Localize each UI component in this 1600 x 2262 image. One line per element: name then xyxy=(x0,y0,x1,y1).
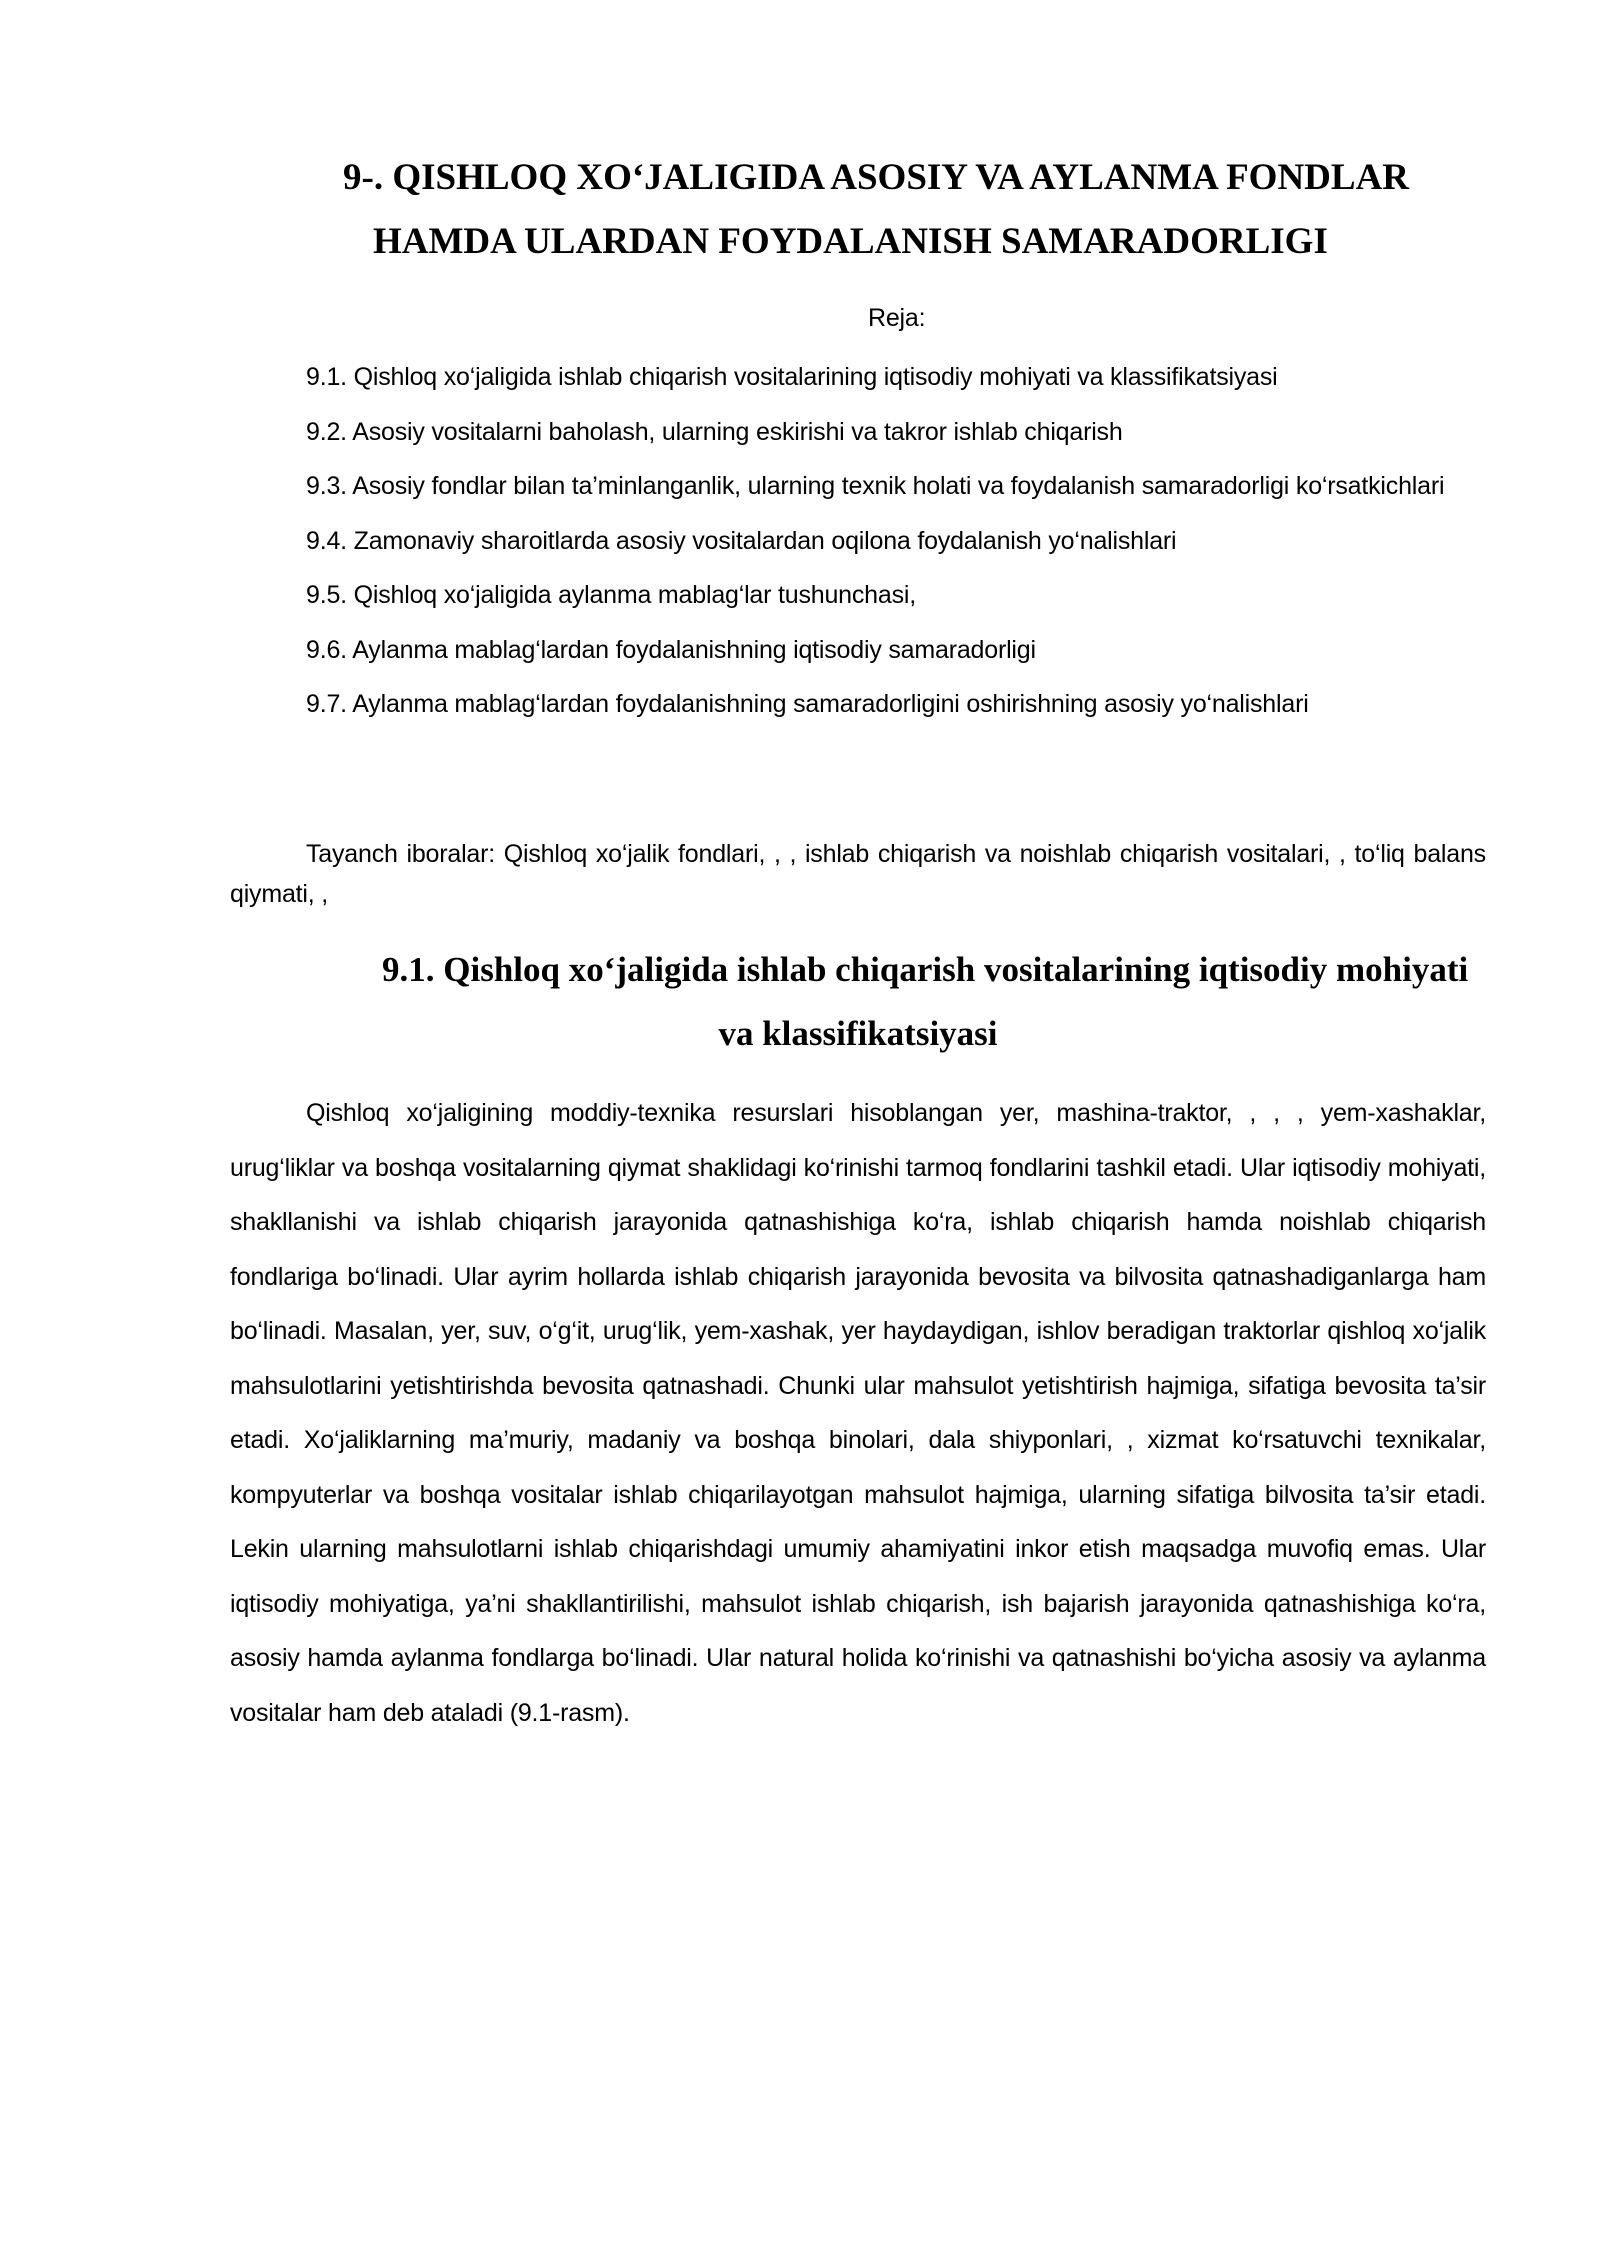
section-title xyxy=(230,938,1486,1066)
chapter-title xyxy=(230,146,1486,274)
plan-list xyxy=(230,350,1486,732)
chapter-title-line2: HAMDA ULARDAN FOYDALANISH SAMARADORLIGI xyxy=(373,221,1328,262)
plan-item: 9.5. Qishloq xo‘jaligida aylanma mablag‘lar tushunchasi, xyxy=(306,581,916,609)
plan-item: 9.6. Aylanma mablag‘lardan foydalanishning iqtisodiy samaradorligi xyxy=(306,635,1036,664)
keywords-paragraph: Tayanch iboralar: Qishloq xo‘jalik fondlari, , , ishlab chiqarish va noishlab chiqarish vositalari, , to‘liq balans qiymati, , xyxy=(230,840,1486,908)
plan-item: 9.2. Asosiy vositalarni baholash, ularning eskirishi va takror ishlab chiqarish xyxy=(306,417,1123,446)
plan-item: 9.7. Aylanma mablag‘lardan foydalanishning samaradorligini oshirishning asosiy yo‘nalishlari xyxy=(306,690,1309,718)
plan-label: Reja: xyxy=(868,304,926,332)
plan-item: 9.4. Zamonaviy sharoitlarda asosiy vositalardan oqilona foydalanish yo‘nalishlari xyxy=(306,526,1177,555)
plan-item: 9.1. Qishloq xo‘jaligida ishlab chiqarish vositalarining iqtisodiy mohiyati va klassifikatsiyasi xyxy=(306,363,1278,391)
body-paragraph: Qishloq xo‘jaligining moddiy-texnika resurslari hisoblangan yer, mashina-traktor, , , , yem-xashaklar, urug‘liklar va boshqa vositalarning qiymat shaklidagi ko‘rinishi tarmoq fondlarini tashkil etadi. Ular iqtisodiy mohiyati, shakllanishi va ishlab chiqarish jarayonida qatnashishiga ko‘ra, ishlab chiqarish hamda noishlab chiqarish fondlariga bo‘linadi. Ular ayrim hollarda ishlab chiqarish jarayonida bevosita va bilvosita qatnashadiganlarga ham bo‘linadi. Masalan, yer, suv, o‘g‘it, urug‘lik, yem-xashak, yer haydaydigan, ishlov beradigan traktorlar qishloq xo‘jalik mahsulotlarini yetishtirishda bevosita qatnashadi. Chunki ular mahsulot yetishtirish hajmiga, sifatiga bevosita ta’sir etadi. Xo‘jaliklarning ma’muriy, madaniy va boshqa binolari, dala shiyponlari, , xizmat ko‘rsatuvchi texnikalar, kompyuterlar va boshqa vositalar ishlab chiqarilayotgan mahsulot hajmiga, ularning sifatiga bilvosita ta’sir etadi. Lekin ularning mahsulotlarni ishlab chiqarishdagi umumiy ahamiyatini inkor etish maqsadga muvofiq emas. Ular iqtisodiy mohiyatiga, ya’ni shakllantirilishi, mahsulot ishlab chiqarish, ish bajarish jarayonida qatnashishiga ko‘ra, asosiy hamda aylanma fondlarga bo‘linadi. Ular natural holida ko‘rinishi va qatnashishi bo‘yicha asosiy va aylanma vositalar ham deb ataladi (9.1-rasm). xyxy=(230,1099,1486,1727)
section-title-line2: va klassifikatsiyasi xyxy=(718,1014,998,1053)
chapter-title-line1: 9-. QISHLOQ XO‘JALIGIDA ASOSIY VA AYLANMA FONDLAR xyxy=(343,157,1410,198)
section-title-line1: 9.1. Qishloq xo‘jaligida ishlab chiqarish vositalarining iqtisodiy mohiyati xyxy=(382,950,1469,989)
plan-item: 9.3. Asosiy fondlar bilan ta’minlanganlik, ularning texnik holati va foydalanish samaradorligi ko‘rsatkichlari xyxy=(306,472,1445,500)
